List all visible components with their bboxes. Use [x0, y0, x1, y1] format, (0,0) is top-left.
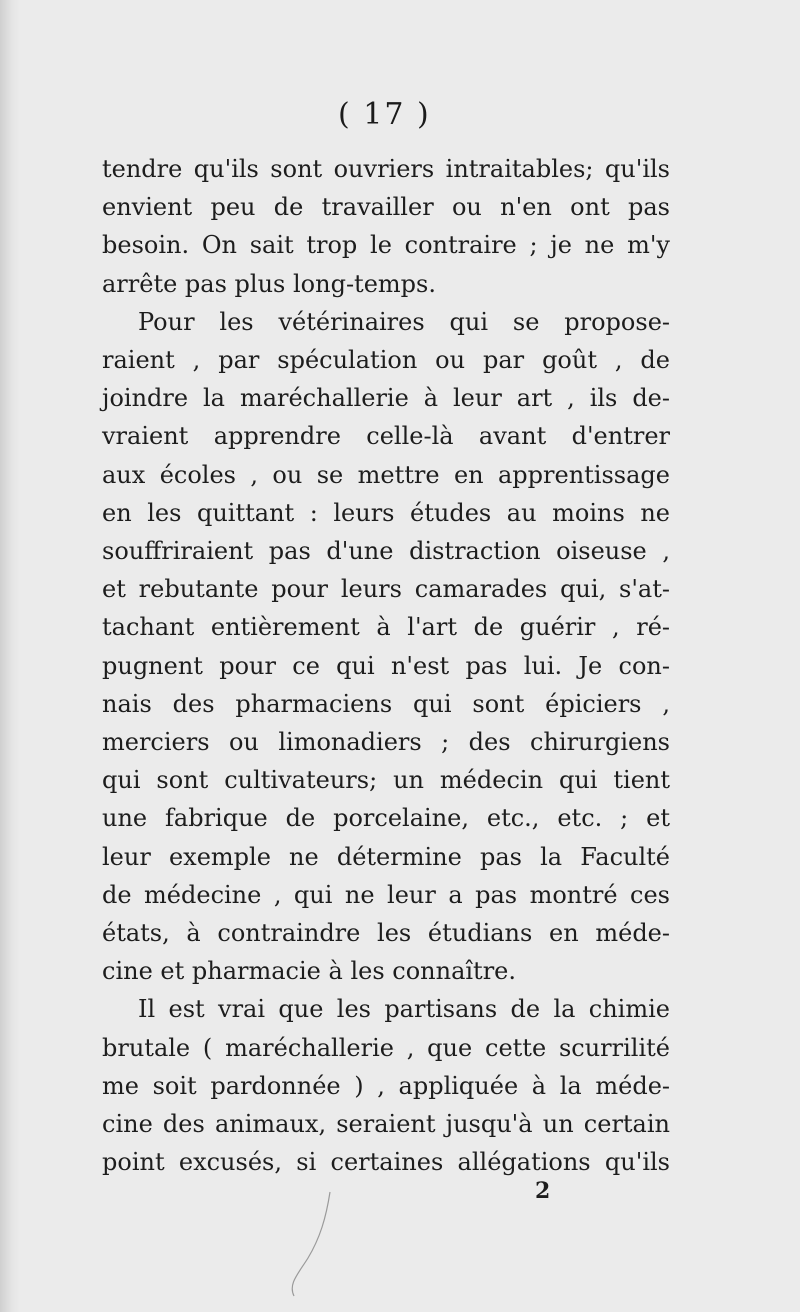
text-line: arrête pas plus long-temps.: [102, 269, 436, 298]
text-line: une fabrique de porcelaine, etc., etc. ; et: [102, 804, 670, 833]
text-line: tendre qu'ils sont ouvriers intraitables; qu'ils: [102, 155, 670, 183]
text-line: qui sont cultivateurs; un médecin qui tient: [102, 766, 670, 795]
paragraph-start-line: Pour les vétérinaires qui se propose-: [138, 307, 670, 336]
paper-mark-stroke: [280, 1188, 340, 1298]
page-number: ( 17 ): [338, 97, 431, 132]
text-line: et rebutante pour leurs camarades qui, s'at-: [102, 575, 670, 604]
text-line: me soit pardonnée ) , appliquée à la méde-: [102, 1071, 670, 1100]
text-line: point excusés, si certaines allégations qu'ils: [102, 1148, 670, 1177]
body-text: [102, 150, 670, 1181]
text-line: joindre la maréchallerie à leur art , ils de-: [102, 384, 670, 413]
signature-mark: 2: [535, 1178, 551, 1204]
text-line: tachant entièrement à l'art de guérir , ré-: [102, 613, 670, 642]
text-line: aux écoles , ou se mettre en apprentissage: [102, 460, 670, 489]
page-gutter-shadow: [0, 0, 20, 1312]
text-line: souffriraient pas d'une distraction oiseuse ,: [102, 537, 670, 566]
text-line: cine des animaux, seraient jusqu'à un certain: [102, 1110, 670, 1139]
text-line: états, à contraindre les étudians en méde-: [102, 919, 670, 948]
text-line: envient peu de travailler ou n'en ont pas: [102, 193, 670, 222]
text-line: merciers ou limonadiers ; des chirurgiens: [102, 728, 670, 757]
text-line: de médecine , qui ne leur a pas montré ces: [102, 880, 670, 909]
text-line: besoin. On sait trop le contraire ; je ne m'y: [102, 231, 670, 260]
text-line: brutale ( maréchallerie , que cette scurrilité: [102, 1033, 670, 1062]
text-line: nais des pharmaciens qui sont épiciers ,: [102, 689, 670, 718]
text-line: vraient apprendre celle-là avant d'entrer: [102, 422, 670, 451]
text-line: pugnent pour ce qui n'est pas lui. Je con-: [102, 651, 670, 680]
text-line: cine et pharmacie à les connaître.: [102, 957, 516, 986]
text-line: leur exemple ne détermine pas la Faculté: [102, 842, 670, 871]
text-line: raient , par spéculation ou par goût , de: [102, 346, 670, 375]
text-line: en les quittant : leurs études au moins ne: [102, 498, 670, 527]
paragraph-start-line: Il est vrai que les partisans de la chimie: [138, 995, 670, 1024]
